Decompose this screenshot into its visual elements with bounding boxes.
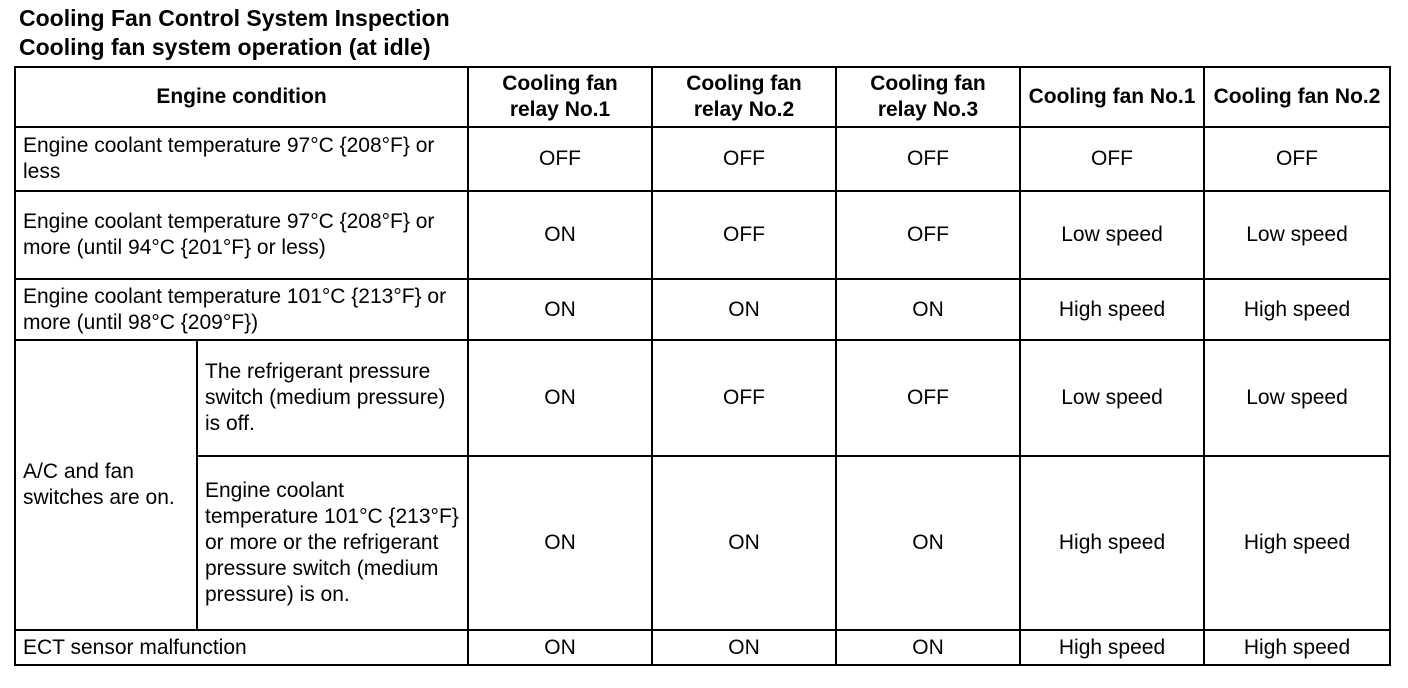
row-relay-2: OFF [652,127,836,191]
row-condition: Engine coolant temperature 97°C {208°F} or more (until 94°C {201°F} or less) [15,191,468,279]
row-relay-1: ON [468,340,652,456]
row-relay-2: OFF [652,191,836,279]
row-relay-3: OFF [836,127,1020,191]
page-title: Cooling Fan Control System Inspection [19,5,450,31]
header-engine-condition: Engine condition [15,67,468,127]
row-condition: ECT sensor malfunction [15,630,468,665]
row-relay-2: ON [652,456,836,630]
row-relay-2: OFF [652,340,836,456]
row-condition: The refrigerant pressure switch (medium pressure) is off. [197,340,468,456]
page-subtitle: Cooling fan system operation (at idle) [19,34,431,60]
row-fan-1: High speed [1020,456,1204,630]
row-relay-1: OFF [468,127,652,191]
row-relay-1: ON [468,279,652,340]
row-fan-2: High speed [1204,279,1390,340]
row-relay-2: ON [652,279,836,340]
row-fan-1: High speed [1020,630,1204,665]
table-row [15,630,1390,665]
table-row [15,127,1390,191]
row-relay-3: ON [836,279,1020,340]
table-row [15,340,1390,456]
header-relay-3: Cooling fan relay No.3 [836,67,1020,127]
row-relay-3: OFF [836,191,1020,279]
table-header-row [15,67,1390,127]
table-row [15,279,1390,340]
header-relay-1: Cooling fan relay No.1 [468,67,652,127]
row-fan-1: OFF [1020,127,1204,191]
row-relay-1: ON [468,191,652,279]
header-fan-1: Cooling fan No.1 [1020,67,1204,127]
row-fan-1: Low speed [1020,340,1204,456]
group-label-ac-fan-switches: A/C and fan switches are on. [15,340,197,630]
row-fan-1: High speed [1020,279,1204,340]
row-relay-1: ON [468,456,652,630]
header-relay-2: Cooling fan relay No.2 [652,67,836,127]
row-relay-3: OFF [836,340,1020,456]
row-relay-3: ON [836,456,1020,630]
row-condition: Engine coolant temperature 101°C {213°F} or more (until 98°C {209°F}) [15,279,468,340]
row-fan-2: High speed [1204,456,1390,630]
row-relay-3: ON [836,630,1020,665]
row-fan-2: OFF [1204,127,1390,191]
row-fan-1: Low speed [1020,191,1204,279]
row-condition: Engine coolant temperature 97°C {208°F} or less [15,127,468,191]
header-fan-2: Cooling fan No.2 [1204,67,1390,127]
row-condition: Engine coolant temperature 101°C {213°F} or more or the refrigerant pressure switch (medium pressure) is on. [197,456,468,630]
row-relay-1: ON [468,630,652,665]
table-row [15,191,1390,279]
row-fan-2: Low speed [1204,191,1390,279]
row-fan-2: High speed [1204,630,1390,665]
document-title-block [19,4,450,62]
table-row [15,456,1390,630]
row-relay-2: ON [652,630,836,665]
cooling-fan-operation-table [14,66,1391,666]
row-fan-2: Low speed [1204,340,1390,456]
